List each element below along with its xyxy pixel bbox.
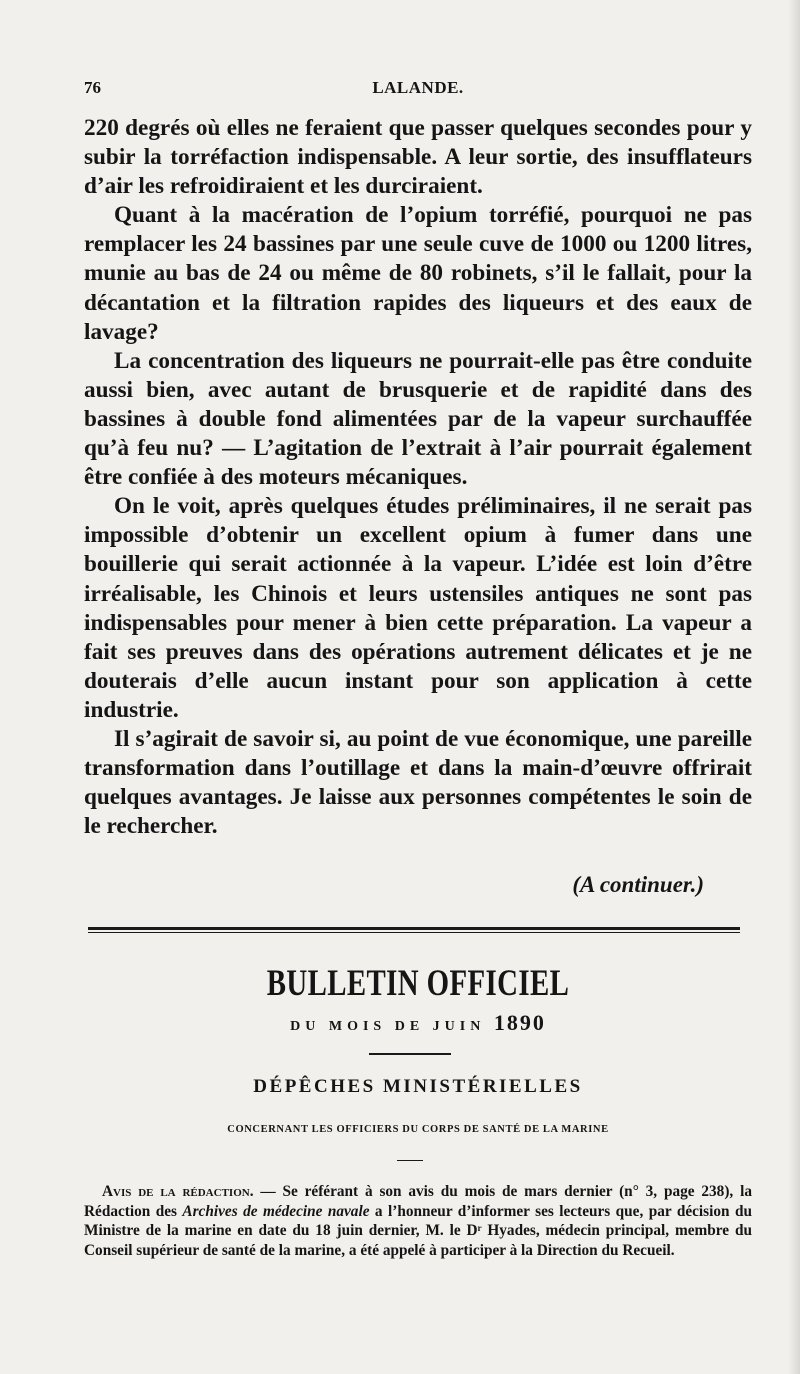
notice-paragraph bbox=[84, 1182, 752, 1260]
article-body bbox=[84, 114, 752, 841]
bulletin-subtitle bbox=[84, 1010, 752, 1036]
to-be-continued-note: (A continuer.) bbox=[572, 872, 704, 897]
paragraph-5: Il s’agirait de savoir si, au point de vue économique, une pareille transformation dans l’outillage et dans la main-d’œuvre offrirait quelques avantages. Je laisse aux personnes compétentes le soin de le rechercher. bbox=[84, 725, 752, 840]
bulletin-title: BULLETIN OFFICIEL bbox=[266, 963, 570, 1004]
editorial-notice bbox=[84, 1182, 752, 1260]
notice-text-1: — Se référant à son avis du mois de mars dernier (n° 3, page 238), la Rédaction des bbox=[84, 1183, 752, 1220]
running-title: LALANDE. bbox=[372, 78, 464, 97]
section-heading: DÉPÊCHES MINISTÉRIELLES bbox=[253, 1076, 583, 1097]
short-divider bbox=[369, 1053, 451, 1055]
bulletin-month: DU MOIS DE JUIN bbox=[290, 1019, 486, 1034]
paragraph-2: Quant à la macération de l’opium torréfié, pourquoi ne pas remplacer les 24 bassines par une seule cuve de 1000 ou 1200 litres, munie au bas de 24 ou même de 80 robinets, s’il le fallait, pour la décantation et la filtration rapides des liqueurs et des eaux de lavage? bbox=[84, 202, 752, 345]
section-divider-thick bbox=[88, 927, 740, 930]
paragraph-3: La concentration des liqueurs ne pourrait-elle pas être conduite aussi bien, avec autant de brusquerie et de rapidité dans des bassines à double fond alimentées par de la vapeur surchauffée qu’à feu nu? — L’agitation de l’extrait à l’air pourrait également être confiée à des moteurs mécaniques. bbox=[84, 347, 752, 491]
bulletin-year: 1890 bbox=[493, 1010, 546, 1035]
tiny-divider bbox=[397, 1160, 423, 1161]
notice-text-2: a l’honneur d’informer ses lecteurs que, par décision du Ministre de la marine en date du 18 juin dernier, M. le Dʳ Hyades, médecin principal, membre du Conseil supérieur de santé de la marine, a été appelé à participer à la Direction du Recueil. bbox=[84, 1202, 752, 1259]
section-subheading: CONCERNANT LES OFFICIERS DU CORPS DE SANTÉ DE LA MARINE bbox=[227, 1124, 609, 1135]
section-divider-thin bbox=[88, 932, 740, 933]
notice-lead: Avis de la rédaction. bbox=[102, 1183, 254, 1200]
paragraph-1: 220 degrés où elles ne feraient que passer quelques secondes pour y subir la torréfaction indispensable. A leur sortie, des insufflateurs d’air les refroidiraient et les durciraient. bbox=[84, 115, 752, 200]
page-header bbox=[84, 78, 752, 102]
paragraph-4: On le voit, après quelques études préliminaires, il ne serait pas impossible d’obtenir un excellent opium à fumer dans une bouillerie qui serait actionnée à la vapeur. L’idée est loin d’être irréalisable, les Chinois et leurs ustensiles antiques ne sont pas indispensables pour mener à bien cette préparation. La vapeur a fait ses preuves dans des opérations autrement délicates et je ne douterais d’elle aucun instant pour son application à cette industrie. bbox=[84, 493, 752, 723]
page-edge-shadow bbox=[788, 0, 800, 1374]
page-number: 76 bbox=[84, 78, 101, 97]
journal-title: Archives de médecine navale bbox=[182, 1202, 370, 1220]
